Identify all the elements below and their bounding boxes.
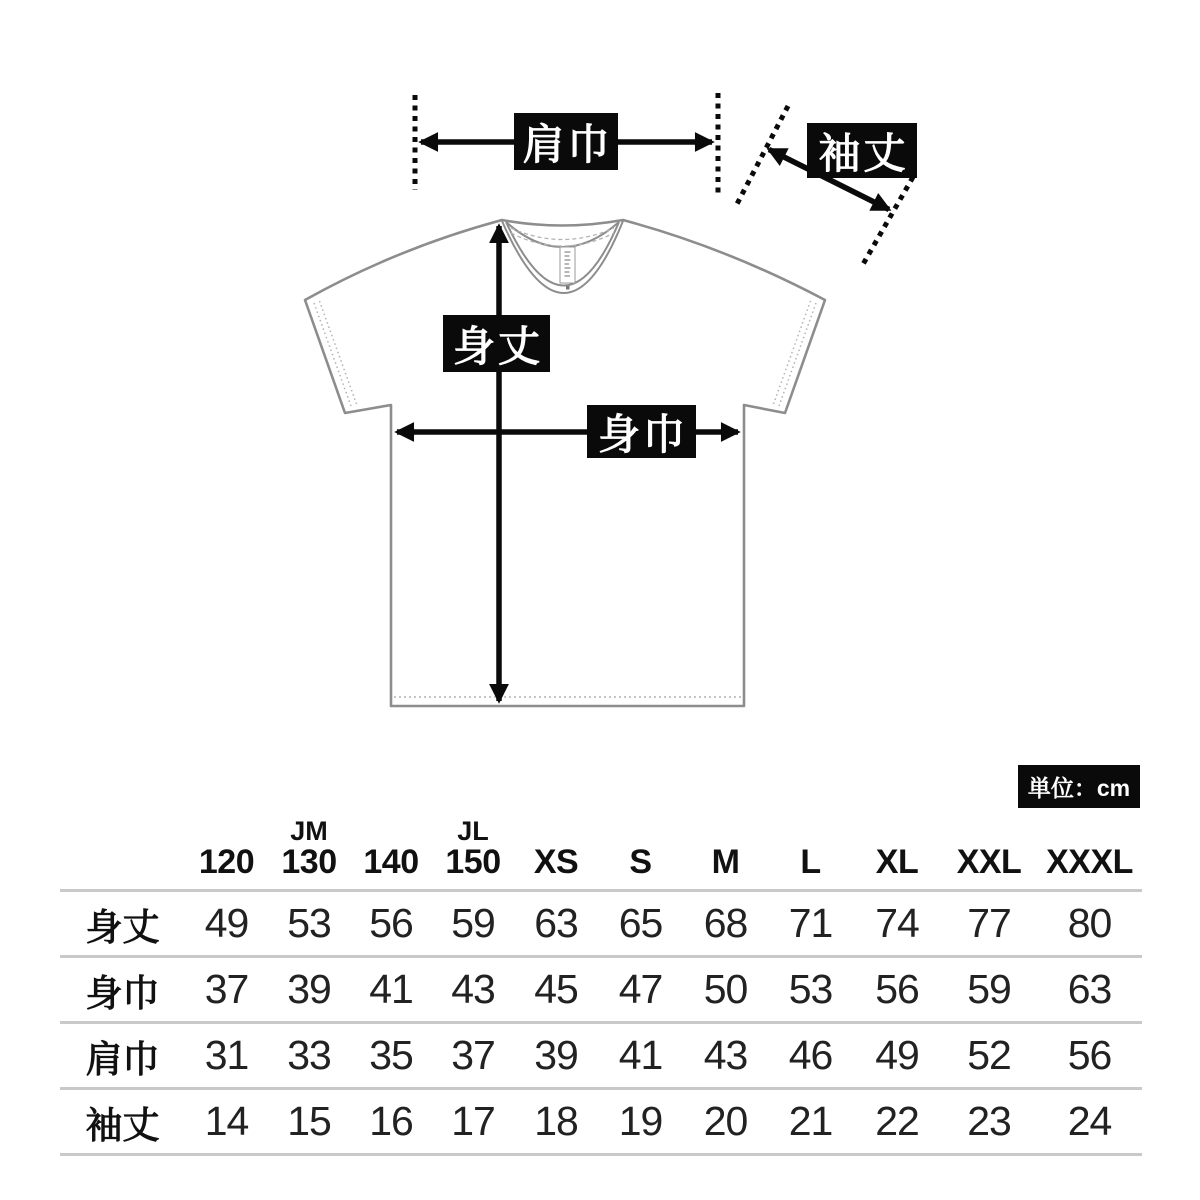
guide-sleeve-bottom xyxy=(862,177,913,266)
col-header-jl150: JL 150 xyxy=(432,803,514,891)
col-header-xxxl: XXXL xyxy=(1037,803,1142,891)
unit-badge: 単位：cm xyxy=(1018,765,1140,808)
neck-tag xyxy=(560,247,575,290)
col-header-xxl: XXL xyxy=(941,803,1037,891)
table-row-body-length: 身丈 49 53 56 59 63 65 68 71 74 77 80 xyxy=(60,891,1142,957)
col-header-jm130: JM 130 xyxy=(268,803,350,891)
col-header-120: 120 xyxy=(185,803,268,891)
table-row-shoulder-width: 肩巾 31 33 35 37 39 41 43 46 49 52 56 xyxy=(60,1023,1142,1089)
body-width-label: 身巾 xyxy=(587,405,696,458)
col-header-s: S xyxy=(598,803,683,891)
body-length-label: 身丈 xyxy=(443,315,550,372)
table-row-body-width: 身巾 37 39 41 43 45 47 50 53 56 59 63 xyxy=(60,957,1142,1023)
col-header-xl: XL xyxy=(853,803,941,891)
size-table-header-row xyxy=(60,803,1142,891)
col-header-xs: XS xyxy=(514,803,598,891)
size-table xyxy=(60,803,1142,1156)
header-spacer xyxy=(60,803,185,891)
sleeve-length-label: 袖丈 xyxy=(807,123,917,178)
col-header-m: M xyxy=(683,803,768,891)
shoulder-width-label: 肩巾 xyxy=(514,113,618,170)
table-row-sleeve-length: 袖丈 14 15 16 17 18 19 20 21 22 23 24 xyxy=(60,1089,1142,1155)
col-header-l: L xyxy=(768,803,853,891)
col-header-140: 140 xyxy=(350,803,432,891)
